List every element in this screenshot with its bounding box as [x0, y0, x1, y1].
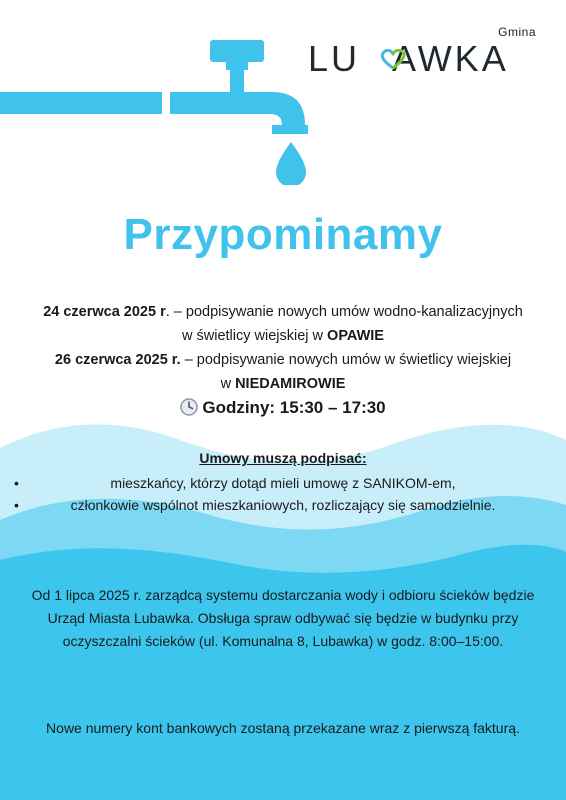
opening-hours — [0, 398, 566, 418]
notice-line-2: w świetlicy wiejskiej w OPAWIE — [182, 328, 384, 344]
notice-line-4: w NIEDAMIROWIE — [220, 376, 346, 392]
heart-logo-icon — [380, 49, 406, 69]
logo-word-left: LU — [308, 38, 361, 79]
must-sign-heading: Umowy muszą podpisać: — [199, 450, 367, 466]
management-info: Od 1 lipca 2025 r. zarządcą systemu dostarczania wody i odbioru ścieków będzie Urząd Miasta Lubawka. Obsługa spraw odbywać się będzie w budynku przy oczyszczalni ścieków (ul. Komunalna 8, Lubawka) w godz. 8:00–15:00. — [31, 587, 535, 649]
place-niedamirow: NIEDAMIROWIE — [235, 376, 346, 392]
gmina-lubawka-logo — [308, 25, 538, 77]
bank-account-info: Nowe numery kont bankowych zostaną przekazane wraz z pierwszą fakturą. — [46, 720, 520, 736]
page-title: Przypominamy — [123, 210, 443, 259]
logo-wordmark — [308, 38, 509, 80]
water-tap-icon — [0, 35, 330, 185]
who-must-sign — [0, 450, 566, 516]
hours-text: Godziny: 15:30 – 17:30 — [202, 398, 386, 417]
logo-gmina-text: Gmina — [498, 25, 536, 39]
place-opawa: OPAWIE — [327, 328, 384, 344]
water-drop-icon — [276, 142, 306, 185]
list-item: • członkowie wspólnot mieszkaniowych, rozliczający się samodzielnie. — [14, 497, 496, 513]
notice-line-1: 24 czerwca 2025 r. – podpisywanie nowych umów wodno-kanalizacyjnych — [43, 304, 523, 320]
date-opawa: 24 czerwca 2025 r — [43, 304, 166, 320]
list-item: • mieszkańcy, którzy dotąd mieli umowę z SANIKOM-em, — [14, 475, 456, 491]
notice-line-3: 26 czerwca 2025 r. – podpisywanie nowych umów w świetlicy wiejskiej — [54, 352, 512, 368]
must-sign-list — [0, 472, 566, 516]
meeting-notice — [0, 300, 566, 396]
date-niedamirow: 26 czerwca 2025 r. — [54, 352, 181, 368]
logo-word-right: AWKA — [392, 38, 509, 79]
clock-icon — [180, 398, 198, 416]
